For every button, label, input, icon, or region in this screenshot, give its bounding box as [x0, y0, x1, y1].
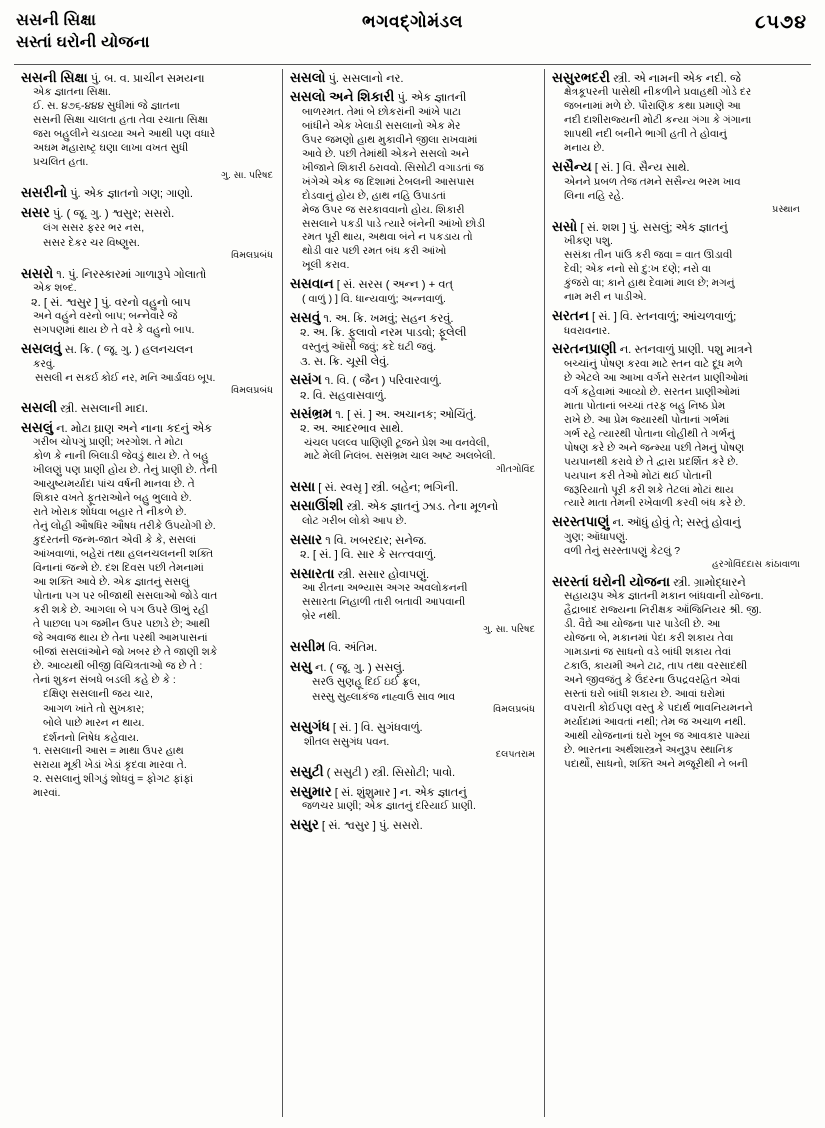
dictionary-entry — [290, 658, 537, 717]
entry-line: દોડવાનું હોય છે, હાથ નહિ ઉપાડતાં — [302, 189, 446, 202]
entry-line: ત્યારે માતા તેમની રખેવાળી કરવી બંધ કરે છે. — [564, 497, 746, 510]
entry-headword: સસવું — [290, 309, 321, 325]
entry-line: રાખે છે. આ પ્રેમ જ્યારથી પોતાનાં ગર્ભમાં — [564, 413, 730, 426]
entry-definition: ન. ( જૂ. ગુ. ) સસલું. — [314, 661, 405, 674]
entry-line: કુંજરો વા; કાને હાથ દેવામાં માલ છે; મગનું — [564, 277, 735, 290]
guideword-first: સસની સિક્ષા — [16, 12, 97, 29]
entry-line: કરી શકે છે. આગલા બે પગ ઉપરે ઊભું રહી — [33, 603, 209, 616]
entry-line: શિકાર વખતે ફૂતરાઓને બહુ ભુલાવે છે. — [33, 492, 192, 505]
entry-line: બીજાં સસલાંઓને જો ખબર છે તે જાણી શકે — [33, 645, 218, 658]
book-title: ભગવદ્ગોમંડલ — [362, 12, 463, 31]
dictionary-entry — [552, 69, 802, 156]
page-header — [14, 10, 811, 62]
entry-sense: ૨. વિ. સહવાસવાળું. — [300, 389, 387, 402]
entry-definition: [ સં. શ્વસુર ] પું. સસરો. — [321, 820, 423, 833]
entry-definition: ન. ઑધું હોવું તે; સસ્તું હોવાનું — [612, 517, 741, 530]
dictionary-entry — [290, 565, 537, 637]
entry-definition: સ્ત્રી. સસલાની માદા. — [60, 403, 148, 416]
entry-headword: સરતન — [552, 308, 589, 324]
entry-definition: પું. સસલાનો નર. — [328, 73, 404, 85]
entry-headword: સસલું — [21, 419, 54, 435]
entry-line: સહાયરૂપ એક જ્ઞાતની મકાન બાંધવાની યોજના. — [564, 590, 764, 603]
dictionary-entry — [290, 718, 537, 761]
quote-line: સસલી ન સકર્ઇ કોઈ નર, મનિ આર્ડાવઇ બૂપ. — [35, 372, 216, 384]
entry-line: કરવું. — [33, 357, 56, 370]
verse-line: બોલે પાછે મારન ન થાય. — [43, 717, 145, 730]
entry-sense: ૩. સ. ક્રિ. ચૂસી લેવું. — [300, 355, 390, 368]
entry-headword: સસવાન — [290, 276, 334, 292]
entry-line: બાળરમત. તેમાં બે છોકરાંની આંખે પાટા — [302, 105, 461, 118]
entry-definition: ન. મોટા ઘ્રાણ અને નાના કદનું એક — [56, 422, 212, 435]
entry-definition: ૧. પું. નિરસ્કારમાં ગાળારૂપે ગોલાતો — [56, 268, 207, 281]
entry-line: ખૂલી કરાવ. — [302, 259, 350, 272]
entry-line: સસ્તાં ઘરો બાંધી શકાય છે. આવાં ઘરોમાં — [564, 688, 726, 701]
dictionary-entry — [290, 638, 537, 655]
entry-line: આથી યોજનાનાં ઘરો ખૂબ જ આવકાર પામ્યાં — [564, 730, 751, 743]
entry-line: વપરાતી કોઈપણ વસ્તુ કે પદાર્થ ભાવનિયમનને — [564, 702, 753, 715]
entry-headword: સસંભ્રમ — [290, 405, 333, 421]
entry-line: બચ્ચાંનું પોષણ કરવા માટે સ્તન વાટે દૂધ મળે — [564, 357, 743, 370]
entry-headword: સસલો અને શિકારી — [290, 89, 395, 105]
dictionary-entry — [290, 405, 537, 476]
entry-line: કોળ કે નાની બિલાડી જેવડું થાય છે. તે બહુ — [33, 450, 209, 463]
entry-headword: સસની સિક્ષા — [21, 70, 88, 85]
entry-headword: સસો — [552, 218, 578, 234]
entry-sense: ૨. [ સં. ] વિ. સાર કે સત્ત્વવાળું. — [300, 549, 437, 562]
quote-line: માટે મેલી નિલંબ. સસંભ્રમ ચાલ અષ્ટ અલબેલી. — [304, 451, 496, 463]
entry-citation: વિમલપ્રબંધ — [493, 704, 535, 716]
entry-line: આ રીતના અભ્યાસ અગર અવલોકનની — [302, 582, 468, 595]
entry-line: પદાર્થો, સાધનો, શક્તિ અને મજૂરીથી ને બની — [564, 757, 748, 770]
entry-note: ૨. સસલાનું શીગડું શોધવું = ફોગટ ફાંફાં — [33, 773, 194, 786]
entry-line: મર્યાદામાં આવતાં નથી; તેમ જ અચાળ નથી. — [564, 716, 747, 729]
entry-definition: સ્ત્રી. ગ્રામોદ્ધારને — [673, 577, 746, 590]
entry-line: મનાય છે. — [564, 142, 605, 155]
guideword-last: સસ્તાં ઘરોની યોજના — [16, 33, 150, 51]
entry-line: ઈ. સ. ૪૭૬-૪૪૪ સુધીમાં જે જ્ઞાતના — [33, 100, 181, 113]
entry-line: વિનાનાં જન્મે છે. દશ દિવસ પછી તેમનામાં — [33, 561, 204, 574]
entry-definition: સ્ત્રી. એ નામની એક નદી. જે — [613, 73, 741, 85]
entry-line: પયપાનથી કરાવે છે તે દ્વારા પ્રદર્શિત કરે છે. — [564, 455, 739, 468]
entry-definition: સ્ત્રી. એક જ્ઞાતનું ઝાડ. તેના મૂળનો — [346, 501, 499, 514]
entry-headword: સસુમાર — [290, 783, 332, 799]
entry-line: માતા પોતાનાં બચ્ચાં તરફ બહુ નિષ્ઠ પ્રેમ — [564, 399, 726, 412]
entry-line: ગર્ભ રહે ત્યારથી પોતાના લોહીથી તે ગર્ભનું — [564, 427, 735, 440]
dictionary-entry — [290, 816, 537, 833]
verse-line: આગળ ખાંતે તો સુખકાર; — [43, 702, 145, 715]
entry-line: પોષણ કરે છે અને જન્મ્યા પછી તેમનું પોષણ — [564, 441, 745, 454]
entry-note: ૧. સસલાની આસ = માથા ઉપર હાથ — [33, 745, 184, 758]
entry-line: આ શક્તિ આવે છે. એક જ્ઞાતનું સસલું — [33, 575, 190, 588]
entry-line: વળી તેનું સરસ્તાપણું કેટલું ? — [564, 544, 681, 557]
entry-headword: સસરીનો — [21, 185, 68, 201]
entry-line: જબનામાં મળે છે. પૌરાણિક કથા પ્રમાણે આ — [564, 100, 741, 113]
dictionary-entry — [290, 478, 537, 495]
entry-line: ખંગેએ એક જ દિશામાં ટેબલની આસપાસ — [302, 175, 475, 188]
dictionary-entry — [290, 783, 537, 814]
entry-headword: સસાર — [290, 531, 323, 547]
entry-verse — [21, 687, 275, 745]
entry-headword: સસારતા — [290, 565, 335, 581]
entry-citation: ગુ. સા. પરિષદ — [483, 623, 535, 635]
dictionary-entry — [552, 573, 802, 772]
entry-line: નામ મરી ન પાડીએ. — [564, 291, 647, 304]
dictionary-entry — [552, 307, 802, 338]
entry-line: જરા બહુલીને ચડાવ્યા અને આથી પણ વધારે — [33, 128, 216, 141]
entry-line: જળચર પ્રાણી; એક જ્ઞાતનું દરિયાઈ પ્રાણી. — [302, 800, 476, 813]
entry-line: થોડી વાર પછી રમત બંધ કરી આંખો — [302, 245, 447, 258]
entry-line: અને વહુંને વરનો બાપ; બન્નેવારે જે — [33, 310, 178, 323]
dictionary-entry — [552, 158, 802, 216]
dictionary-entry — [552, 218, 802, 305]
column-2 — [282, 69, 544, 1117]
entry-headword: સસુગંધ — [290, 719, 330, 735]
dictionary-entry — [21, 419, 275, 801]
entry-line: છે એટલે આ આખા વર્ગને સરતન પ્રાણીઓમાં — [564, 371, 749, 384]
page-number: ૮૫૭૪ — [755, 12, 807, 33]
entry-line: અઘમ મહારાષ્ટ્ર ઘણા લાખા વખત સુધી — [33, 142, 189, 155]
entry-line: લોટ ગરીબ લોકો આપ છે. — [302, 514, 407, 527]
dictionary-entry — [290, 371, 537, 403]
entry-verse — [21, 221, 275, 250]
dictionary-entry — [21, 204, 275, 263]
column-1 — [14, 69, 282, 1117]
entry-line: સસલાને પકડી પાડે ત્યારે બંનેની આંખો છોડી — [302, 217, 486, 230]
entry-definition: પું. એક જ્ઞાતનો ગણ; ગાણો. — [70, 188, 194, 201]
entry-headword: સસલો — [290, 70, 326, 85]
entry-sense: ૨. [ સં. શ્વસુર ] પું. વરનો વહુનો બાપ — [31, 296, 191, 309]
entry-line: આવે છે. પછી તેમાંથી એકને સસલો અને — [302, 147, 470, 160]
entry-line: દેવી; એક નનો સો દુ:ખ દણે; નરો વા — [564, 263, 711, 276]
entry-line: વર્ગ કહેવામાં આવ્યો છે. સરતન પ્રાણીઓમાં — [564, 385, 741, 398]
dictionary-entry — [552, 340, 802, 511]
entry-definition: ( સસુટી ) સ્ત્રી. સિસોટી; પાવો. — [326, 767, 456, 780]
entry-headword: સસાઊંશી — [290, 498, 344, 514]
entry-definition: [ સં. સરસ ( અન્ન ) + વત્ — [336, 279, 453, 292]
entry-line: જે અવાજ થાય છે તેના પરથી આમપાસનાં — [33, 631, 208, 644]
entry-line: અને જીવજંતુ કે ઉંદરના ઉપદ્રવરહિત એવાં — [564, 674, 741, 687]
entry-definition: વિ. અંતિમ. — [328, 642, 378, 655]
entry-headword: સસર — [21, 204, 50, 220]
entry-line: બ્રેર નથી. — [302, 610, 341, 623]
entry-definition: [ સં. શશ ] પું. સસલું; એક જ્ઞાતનું — [580, 221, 728, 234]
entry-verse — [290, 675, 537, 704]
entry-line: આંખવાળાં, બહેરાં તથા હલનચલનની શક્તિ — [33, 547, 214, 560]
entry-line: છે. આવ્યથી બીજી વિચિત્રતાઓ જ છે તે : — [33, 659, 203, 672]
entry-line: સગપણમાં થાય છે તે વરે કે વહુનો બાપ. — [33, 324, 195, 337]
entry-definition: [ સં. સ્વસૃ ] સ્ત્રી. બહેન; ભગિની. — [318, 481, 459, 494]
entry-definition: ૧ વિ. ખબરદાર; સનેજ. — [325, 534, 427, 547]
entry-line: ખીલણું પણ પ્રાણી હોય છે. તેનું પ્રાણી છે. તેની — [33, 464, 218, 477]
entry-line: પયપાન કરી તેઓ મોટાં થઈ પોતાની — [564, 469, 713, 482]
dictionary-entry — [290, 88, 537, 273]
entry-line: યોજના બે, મકાનમાં પેદા કરી શકાય તેવા — [564, 632, 734, 645]
entry-line: નદી દાશીરાજ્યની મોટી કન્યા ગંગા કે ગંગાના — [564, 114, 752, 127]
entry-line: વસ્તુનું ઑસી જવું; કદે ઘટી જવું. — [302, 340, 437, 353]
entry-line: ટકાઉ, કાયમી અને ટાઢ, તાપ તથા વરસાદથી — [564, 660, 748, 673]
verse-line: સરઉ સુણહૂ દિઈ ઇર્ઈ ફ્રલ, — [312, 676, 421, 689]
entry-headword: સસીમ — [290, 639, 326, 655]
entry-line: એક શબ્દ. — [33, 282, 77, 295]
entry-note: સરાયા મૂકી ખેડાં ખેડાં કૃદવા મારવા તે. — [33, 759, 187, 772]
entry-citation: ગુ. સા. પરિષદ — [221, 170, 273, 182]
entry-headword: સસા — [290, 478, 316, 494]
entry-line: તેનાં શુકન સંબધે બડલી કહે છે કે : — [33, 673, 176, 686]
entry-headword: સરસ્તપાણું — [552, 514, 610, 530]
dictionary-entry — [290, 275, 537, 306]
verse-line: લંગ સસર ફરર ભર નસ, — [43, 222, 145, 235]
entry-headword: સસંગ — [290, 372, 322, 388]
entry-line: સસારતા નિહાળી તારી બતાવી આપવાની — [302, 596, 466, 609]
entry-line: રાતે ખોરાક શોધવા બહાર તે નીકળે છે. — [33, 506, 187, 519]
entry-headword: સસલવું — [21, 341, 62, 357]
entry-definition: સ્ત્રી. સસાર હોવાપણું. — [337, 568, 430, 581]
entry-definition: [ સં. ] વિ. સુગંધવાળું. — [332, 722, 423, 735]
entry-sense: ૨. અ. ક્રિ. ફુલાવો નરમ પાડવો; ફૂલેલી — [300, 327, 467, 340]
entry-line: ખીકણ પશુ. — [564, 235, 613, 248]
entry-definition: ૧. [ સં. ] અ. અચાનક; ઓચિંતું. — [335, 408, 477, 421]
entry-headword: સસલી — [21, 400, 57, 416]
entry-headword: સસુરભદરી — [552, 70, 611, 85]
entry-line: ગરીબ ચોપગું પ્રાણી; ખરગોશ. તે મોટા — [33, 436, 184, 449]
entry-line: બાંધીને એક ખેલાડી સસલાનો એક મેર — [302, 119, 461, 132]
entry-line: હૈદ્રાબાદ રાજ્યના નિરીક્ષક ઑંજિનિયર શ્રી. જી. — [564, 604, 762, 617]
dictionary-entry — [21, 399, 275, 416]
entry-citation: પ્રસ્થાન — [772, 203, 800, 215]
entry-line: તે પાછલા પગ જમીન ઉપર પછાડે છે; આથી — [33, 617, 210, 630]
entry-headword: સસરો — [21, 265, 54, 281]
dictionary-entry — [21, 265, 275, 339]
entry-line: કુદરતની જન્મ-જાત એવી કે કે, સસલાં — [33, 533, 197, 546]
entry-line: જરૂરિયાતો પૂરી કરી શકે તેટલાં મોટાં થાય — [564, 483, 734, 496]
entry-line: સસંકા તીન પાંઉ કરી જવા = વાત ઊડાવી — [564, 249, 733, 262]
entry-citation: ગીતગોવિંદ — [495, 463, 535, 475]
dictionary-entry — [21, 340, 275, 397]
verse-line: દર્શનનો નિષેધ કહેવાય. — [43, 731, 139, 744]
entry-definition: પું. બ. વ. પ્રાચીન સમયના — [90, 73, 205, 85]
entry-line: તેનું લોહી ઔષધિર ઔષધ તરીકે ઉપયોગી છે. — [33, 520, 216, 533]
entry-line: પોતાના પગ પર બીજાથી સસલાઓ જોડે વાત — [33, 589, 218, 602]
entry-note: મારવાં. — [33, 787, 61, 800]
entry-definition: [ સં. ] વિ. સ્તનવાળું; આંચળવાળું; — [592, 311, 737, 324]
quote-line: ચંચલ પલલ્વ પાણિણી ટૂજને પ્રેશ આ વનવેલી, — [304, 437, 490, 449]
entry-line: એનને પ્રબળ તેજ તમને સસૈન્ય ભરમ ખાવ — [564, 175, 741, 188]
dictionary-entry — [290, 69, 537, 86]
entry-line: ખીજાને શિકારી ઠરાવવો. સિસોટી વગાડતાં જ — [302, 161, 484, 174]
entry-citation: દલપતરામ — [495, 749, 535, 761]
entry-definition: ૧. વિ. ( જૈન ) પરિવારવાળું. — [324, 375, 442, 388]
verse-line: સસ્સુ સુહ્લાકંજ નાહ્વાઉં સાવ ભાવ — [312, 690, 456, 703]
entry-definition: [ સં. શુંશુમાર ] ન. એક જ્ઞાતનું — [334, 786, 467, 799]
entry-quote — [290, 736, 537, 749]
columns-container — [14, 64, 811, 1117]
entry-citation: હરગોવિંદદાસ કાંઠાવાળા — [711, 558, 800, 570]
entry-headword: સસુટી — [290, 764, 324, 780]
entry-headword: સરતનપ્રાણી — [552, 341, 617, 357]
entry-definition: [ સં. ] વિ. સૈન્ય સાથે. — [594, 162, 690, 175]
quote-line: શીતલ સસુગંધ પવન. — [304, 736, 390, 748]
entry-line: સસની સિક્ષા ચાલતા હતા તેવા રચાતા સિક્ષા — [33, 114, 208, 127]
entry-definition: પું. ( જૂ. ગુ. ) શ્વસુર; સસરો. — [52, 207, 175, 220]
column-3 — [544, 69, 809, 1117]
dictionary-entry — [290, 497, 537, 528]
verse-line: સસર દેકર ચર વિષ્ણુસ. — [43, 236, 140, 249]
entry-line: ગુણ; ઑધાપણું. — [564, 530, 628, 543]
dictionary-entry — [290, 531, 537, 563]
entry-line: લિના નહિ રહે. — [564, 189, 625, 202]
verse-line: દક્ષિણ સસલાની જય ચાર, — [43, 688, 153, 701]
dictionary-entry — [290, 309, 537, 369]
entry-line: મેજ ઉપર જ સરકાવવાનો હોય. શિકારી — [302, 203, 465, 216]
entry-line: છે. ભારતના અર્થશાસ્ત્રને અનુરૂપ સ્થાનિક — [564, 743, 734, 756]
entry-line: ક્ષેત્રકૂપરની પાસેથી નીકળીને પ્રવાહથી ગોડે દર — [564, 86, 752, 99]
dictionary-entry — [552, 513, 802, 571]
entry-line: એક જ્ઞાતના સિક્ષા. — [33, 86, 111, 99]
entry-line: શાપથી નદી બનીને ભાગી હતી તે હોવાનું — [564, 128, 727, 141]
entry-sense: ૨. અ. આદરભાવ સાથે. — [300, 423, 404, 436]
dictionary-entry — [21, 69, 275, 182]
entry-definition: ૧. અ. ક્રિ. ખમવું; સહન કરવું. — [323, 312, 454, 325]
entry-headword: સસૈન્ય — [552, 159, 592, 175]
entry-citation: વિમલપ્રબંધ — [231, 250, 273, 262]
entry-line: ( વાળું ) ] વિ. ધાન્યવાળું; અન્નવાળું. — [302, 292, 446, 305]
entry-line: પ્રચલિત હતા. — [33, 156, 89, 169]
entry-line: ડી. વૈદ્યે આ યોજના પાર પાડેલી છે. આ — [564, 618, 721, 631]
entry-headword: સરસ્તાં ઘરોની યોજના — [552, 574, 671, 590]
entry-quote — [21, 372, 275, 385]
entry-definition: સ. ક્રિ. ( જૂ. ગુ. ) હલનચલન — [64, 344, 194, 357]
entry-headword: સસુ — [290, 658, 312, 674]
entry-headword: સસુર — [290, 817, 319, 833]
entry-line: આયુષ્યમર્યાદા પાંચ વર્ષની માનવા છે. તે — [33, 478, 195, 491]
dictionary-entry — [290, 763, 537, 780]
entry-citation: વિમલપ્રબંધ — [231, 385, 273, 397]
entry-line: ગામડાનાં જ સાધનો વડે બાંધી શકાય તેવાં — [564, 646, 732, 659]
entry-quote — [290, 437, 537, 464]
entry-line: ધવરાવનાર. — [564, 324, 611, 337]
entry-definition: પું. એક જ્ઞાતની — [397, 92, 467, 105]
dictionary-entry — [21, 184, 275, 201]
entry-line: ઉપર જમણો હાથ મુકાવીને જીલા રાખવામાં — [302, 133, 478, 146]
entry-definition: ન. સ્તનવાળું પ્રાણી. પશુ માત્રને — [619, 344, 753, 357]
entry-line: રમત પૂરી થાય, અથવા બંને ન પકડાય તો — [302, 231, 473, 244]
